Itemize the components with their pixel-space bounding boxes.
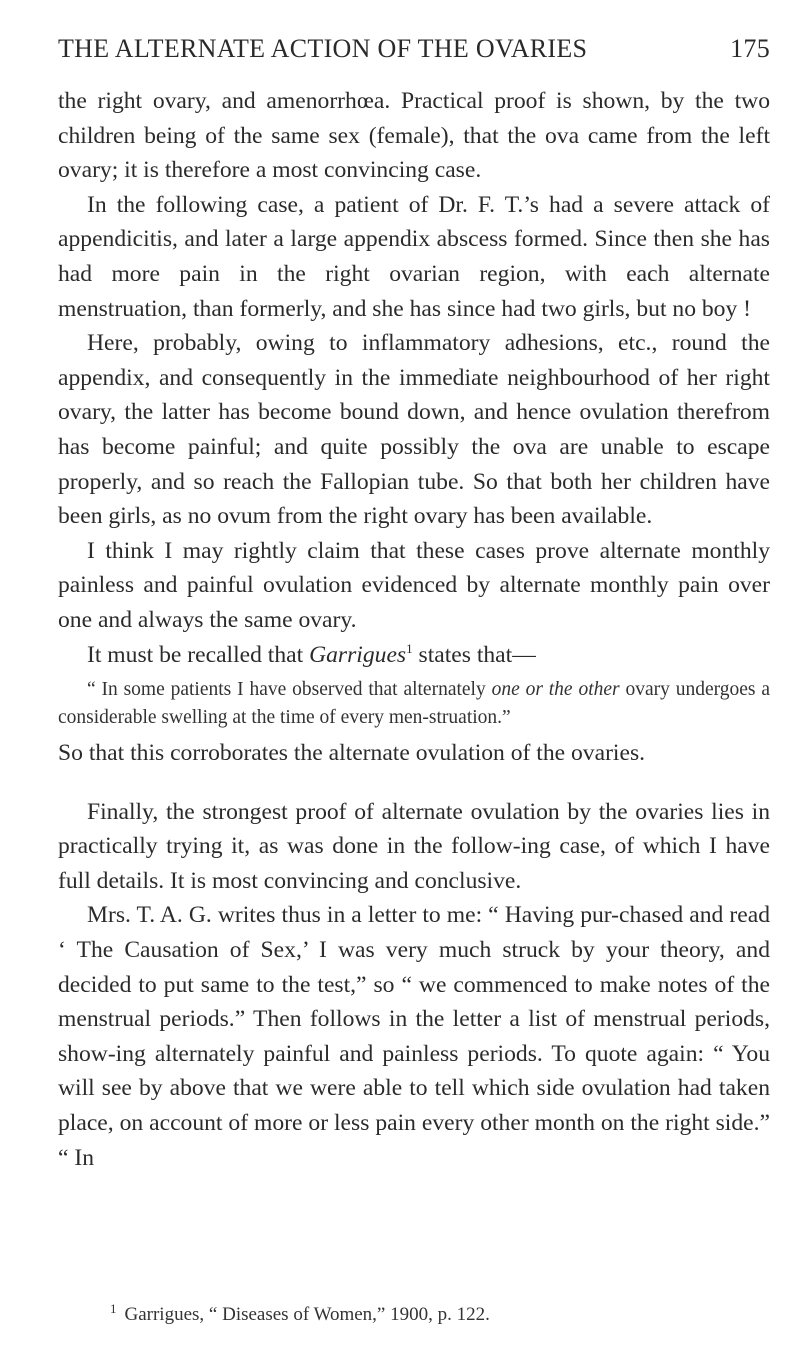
- paragraph-1: the right ovary, and amenorrhœa. Practical proof is shown, by the two children being of the same sex (female), that the ova came from the left ovary; it is therefore a most convincing case.: [58, 88, 770, 184]
- running-head-title: THE ALTERNATE ACTION OF THE OVARIES: [58, 34, 588, 63]
- quote-lead: “ In some patients I have observed that alternately: [87, 679, 492, 701]
- paragraph-5-tail: states that—: [412, 641, 536, 668]
- footnote-mark: 1: [110, 1300, 117, 1316]
- section-gap: [58, 771, 770, 795]
- block-quote: [58, 676, 770, 732]
- paragraph-5-lead: It must be recalled that: [87, 641, 310, 668]
- paragraph-4: I think I may rightly claim that these cases prove alternate monthly painless and painful ovulation evidenced by alternate monthly pain over one and always the same ovary.: [58, 537, 770, 633]
- paragraph-8: Mrs. T. A. G. writes thus in a letter to me: “ Having pur-chased and read ‘ The Causation of Sex,’ I was very much struck by your theory, and decided to put same to the test,” so “ we commenced to make notes of the menstrual periods.” Then follows in the letter a list of menstrual periods, show-ing alternately painful and painless periods. To quote again: “ You will see by above that we were able to tell which side ovulation had taken place, on account of more or less pain every other month on the right side.” “ In: [58, 902, 770, 1171]
- quote-tail: ovary undergoes a considerable swelling at the time of every men-struation.”: [58, 679, 771, 729]
- paragraph-6: So that this corroborates the alternate ovulation of the ovaries.: [58, 740, 646, 767]
- cited-author: Garrigues: [309, 641, 407, 668]
- footnote-reference[interactable]: 1: [406, 640, 413, 656]
- footnote-text: Garrigues, “ Diseases of Women,” 1900, p. 122.: [124, 1304, 490, 1325]
- paragraph-7: Finally, the strongest proof of alternate ovulation by the ovaries lies in practically trying it, as was done in the follow-ing case, of which I have full details. It is most convincing and conclusive.: [58, 798, 770, 894]
- page-number: 175: [730, 34, 770, 63]
- paragraph-3: Here, probably, owing to inflammatory adhesions, etc., round the appendix, and consequently in the immediate neighbourhood of her right ovary, the latter has become bound down, and hence ovulation therefrom has become painful; and quite possibly the ova are unable to escape properly, and so reach the Fallopian tube. So that both her children have been girls, as no ovum from the right ovary has been available.: [58, 330, 770, 530]
- book-page: [58, 34, 770, 1175]
- paragraph-5: [58, 638, 770, 673]
- running-head: [58, 34, 770, 76]
- footnote: [58, 1300, 770, 1327]
- body-text: [58, 84, 770, 1175]
- quote-emphasis: one or the other: [491, 679, 620, 701]
- paragraph-2: In the following case, a patient of Dr. F. T.’s had a severe attack of appendicitis, and later a large appendix abscess formed. Since then she has had more pain in the right ovarian region, with each alternate menstruation, than formerly, and she has since had two girls, but no boy !: [58, 191, 770, 322]
